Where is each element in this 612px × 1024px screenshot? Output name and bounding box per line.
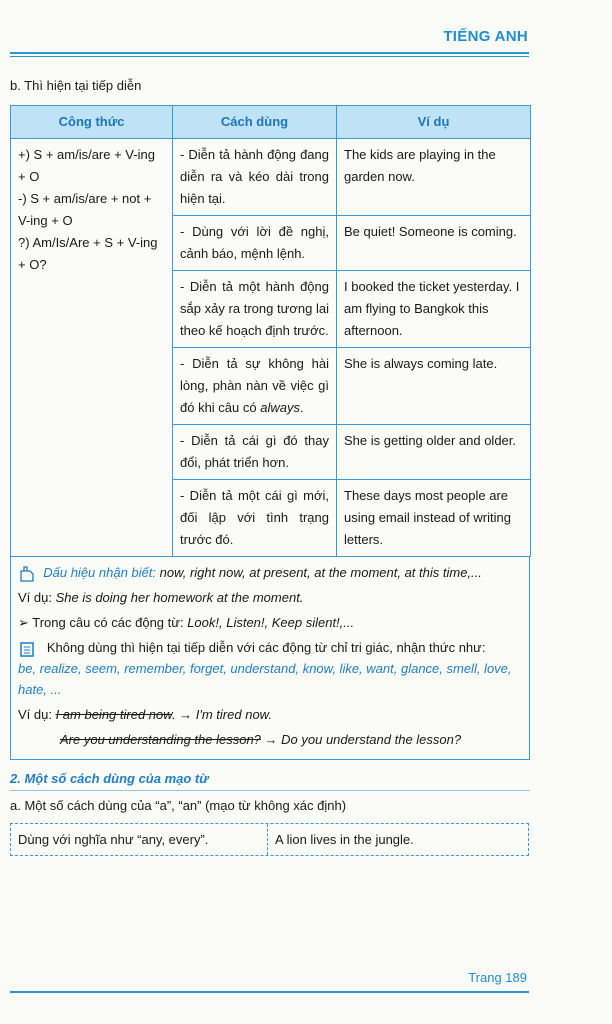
present-continuous-table bbox=[10, 105, 531, 557]
header-example: Ví dụ bbox=[337, 106, 531, 139]
formula-affirmative: +) S + am/is/are + V-ing + O bbox=[18, 147, 155, 184]
example-label-2: Ví dụ: bbox=[18, 707, 56, 722]
usage-cell bbox=[173, 348, 337, 425]
sign-words: now, right now, at present, at the moment, at this time,... bbox=[156, 565, 482, 580]
example-cell: Be quiet! Someone is coming. bbox=[337, 216, 531, 271]
header-formula: Công thức bbox=[11, 106, 173, 139]
example-cell: She is getting older and older. bbox=[337, 425, 531, 480]
article-example: A lion lives in the jungle. bbox=[275, 832, 414, 847]
warning-text: Không dùng thì hiện tại tiếp diễn với các động từ chỉ tri giác, nhận thức như: bbox=[46, 640, 486, 655]
sign-label: Dấu hiệu nhận biết: bbox=[43, 565, 156, 580]
footer-rule bbox=[10, 991, 529, 993]
section-2-title: 2. Một số cách dùng của mạo từ bbox=[10, 770, 530, 791]
wrong-example-1: I am being tired now bbox=[55, 707, 172, 722]
usage-cell: - Diễn tả hành động đang diễn ra và kéo dài trong hiện tại. bbox=[173, 139, 337, 216]
usage-cell: - Diễn tả một cái gì mới, đối lập với tình trạng trước đó. bbox=[173, 480, 337, 557]
formula-negative: -) S + am/is/are + not + V-ing + O bbox=[18, 191, 152, 228]
example-cell: The kids are playing in the garden now. bbox=[337, 139, 531, 216]
page-number: Trang 189 bbox=[468, 970, 527, 985]
verbs-list: Look!, Listen!, Keep silent!,... bbox=[187, 615, 355, 630]
notes-box bbox=[10, 557, 530, 760]
formula-question: ?) Am/Is/Are + S + V-ing + O? bbox=[18, 235, 158, 272]
usage-cell: - Dùng với lời đề nghị, cảnh báo, mệnh lệnh. bbox=[173, 216, 337, 271]
example-cell: I booked the ticket yesterday. I am flying to Bangkok this afternoon. bbox=[337, 271, 531, 348]
usage-keyword: always bbox=[260, 400, 300, 415]
right-example-1: . → I'm tired now. bbox=[171, 707, 272, 722]
section-b-title: b. Thì hiện tại tiếp diễn bbox=[10, 78, 142, 93]
example-1: She is doing her homework at the moment. bbox=[55, 590, 304, 605]
verbs-label: ➢ Trong câu có các động từ: bbox=[18, 615, 188, 630]
wrong-example-2: Are you understanding the lesson? bbox=[60, 732, 261, 747]
page-content bbox=[10, 78, 530, 856]
formula-cell bbox=[11, 139, 173, 557]
usage-end: . bbox=[299, 400, 304, 415]
clipboard-icon bbox=[18, 640, 36, 655]
example-label: Ví dụ: bbox=[18, 590, 56, 605]
right-example-2: → Do you understand the lesson? bbox=[260, 732, 462, 747]
hand-note-icon bbox=[18, 565, 36, 580]
usage-cell: - Diễn tả cái gì đó thay đổi, phát triển hơn. bbox=[173, 425, 337, 480]
header-rule bbox=[10, 52, 529, 54]
header-usage: Cách dùng bbox=[173, 106, 337, 139]
stative-verbs: be, realize, seem, remember, forget, understand, know, like, want, glance, smell, love, hate, ... bbox=[18, 661, 512, 697]
section-2a-title: a. Một số cách dùng của “a”, “an” (mạo từ không xác định) bbox=[10, 798, 347, 813]
usage-cell: - Diễn tả một hành động sắp xảy ra trong tương lai theo kế hoạch định trước. bbox=[173, 271, 337, 348]
article-usage: Dùng với nghĩa như “any, every”. bbox=[11, 824, 268, 855]
example-cell: These days most people are using email instead of writing letters. bbox=[337, 480, 531, 557]
header-rule-thin bbox=[10, 56, 529, 57]
article-usage-box bbox=[10, 823, 529, 856]
example-cell: She is always coming late. bbox=[337, 348, 531, 425]
subject-title: TIẾNG ANH bbox=[443, 28, 528, 45]
usage-text: - Diễn tả sự không hài lòng, phàn nàn về việc gì đó khi câu có bbox=[180, 356, 329, 415]
